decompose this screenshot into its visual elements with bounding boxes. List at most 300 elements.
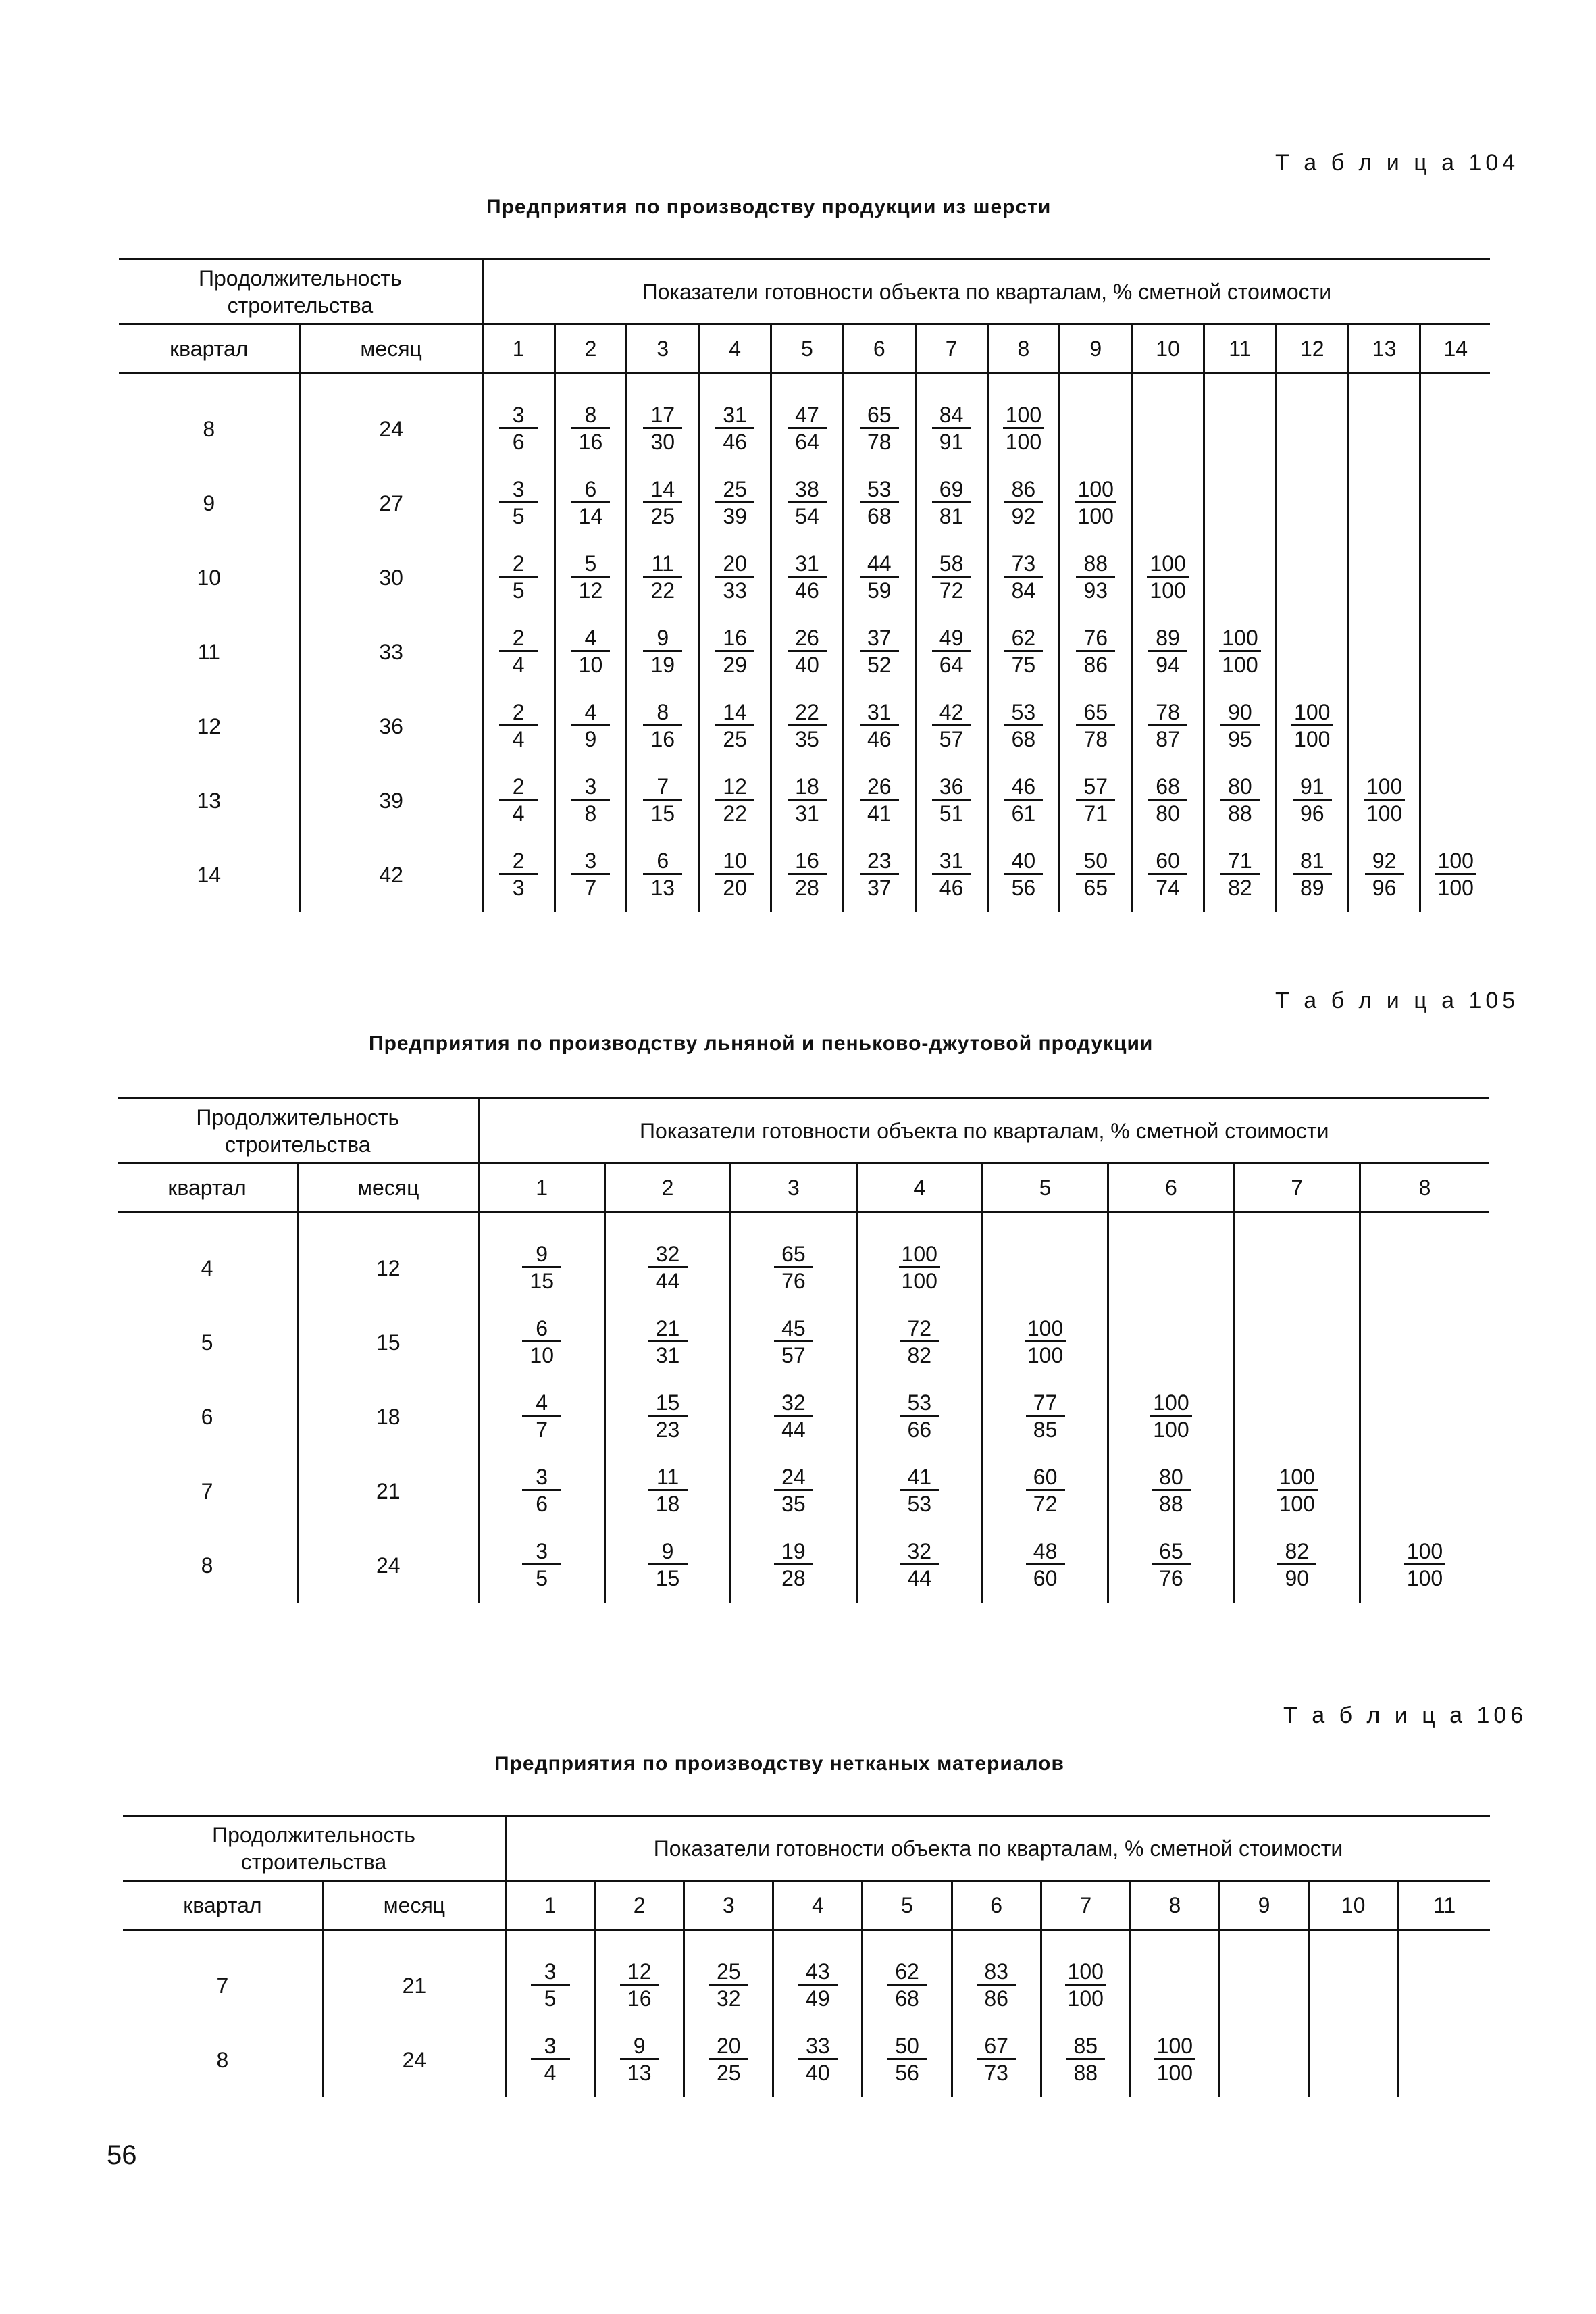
fraction-numerator: 9 <box>536 1241 548 1266</box>
fraction-numerator: 60 <box>1156 848 1180 873</box>
readiness-cell <box>863 2023 952 2097</box>
readiness-cell <box>1276 466 1348 540</box>
fraction-denominator: 53 <box>900 1489 939 1516</box>
readiness-cell <box>1348 540 1420 615</box>
readiness-cell <box>1420 615 1490 689</box>
fraction-denominator: 96 <box>1293 799 1332 826</box>
month-cell: 42 <box>300 838 482 912</box>
readiness-cell <box>555 838 627 912</box>
fraction-numerator: 32 <box>907 1538 932 1563</box>
readiness-cell <box>771 466 844 540</box>
readiness-cell <box>684 2023 773 2097</box>
readiness-cell <box>1060 689 1132 763</box>
table-106-label: Т а б л и ц а 106 <box>1283 1703 1528 1728</box>
readiness-fraction <box>1152 1465 1191 1516</box>
fraction-numerator: 100 <box>1222 625 1258 650</box>
fraction-denominator: 86 <box>1076 650 1115 677</box>
readiness-fraction <box>499 478 538 528</box>
readiness-fraction <box>900 1540 939 1590</box>
fraction-denominator: 4 <box>499 650 538 677</box>
readiness-cell <box>479 1380 604 1454</box>
readiness-fraction <box>1076 849 1115 900</box>
fraction-numerator: 24 <box>781 1464 806 1489</box>
fraction-numerator: 7 <box>657 774 669 799</box>
fraction-denominator: 93 <box>1076 576 1115 603</box>
readiness-cell <box>1276 838 1348 912</box>
fraction-denominator: 56 <box>1004 873 1043 900</box>
readiness-cell <box>555 763 627 838</box>
readiness-cell <box>1420 540 1490 615</box>
readiness-cell <box>1234 1305 1360 1380</box>
readiness-cell <box>1041 2023 1130 2097</box>
fraction-numerator: 81 <box>1299 848 1324 873</box>
fraction-numerator: 2 <box>512 774 525 799</box>
readiness-fraction <box>1220 849 1260 900</box>
table-104-label: Т а б л и ц а 104 <box>1275 150 1520 176</box>
fraction-denominator: 81 <box>932 501 971 528</box>
table-104-title: Предприятия по производству продукции из шерсти <box>486 196 1052 218</box>
month-column-header: месяц <box>323 1881 505 1930</box>
readiness-cell <box>699 374 771 467</box>
readiness-fraction <box>715 626 754 677</box>
page-number: 56 <box>107 2140 137 2170</box>
fraction-denominator: 88 <box>1152 1489 1191 1516</box>
table-row <box>119 615 1490 689</box>
readiness-cell <box>699 838 771 912</box>
readiness-fraction <box>1152 1540 1191 1590</box>
quarter-number-header: 2 <box>604 1163 730 1213</box>
readiness-fraction <box>648 1465 688 1516</box>
table-105-title: Предприятия по производству льняной и пеньково-джутовой продукции <box>369 1032 1154 1055</box>
readiness-fraction <box>715 701 754 751</box>
fraction-denominator: 68 <box>860 501 899 528</box>
fraction-denominator: 41 <box>860 799 899 826</box>
readiness-cell <box>479 1454 604 1528</box>
readiness-fraction <box>1404 1540 1445 1590</box>
fraction-denominator: 71 <box>1076 799 1115 826</box>
indicator-header: Показатели готовности объекта по кварталам, % сметной стоимости <box>479 1099 1489 1163</box>
readiness-fraction <box>499 701 538 751</box>
fraction-numerator: 9 <box>657 625 669 650</box>
fraction-denominator: 60 <box>1026 1563 1065 1590</box>
fraction-numerator: 65 <box>781 1241 806 1266</box>
fraction-denominator: 87 <box>1148 724 1187 751</box>
fraction-numerator: 90 <box>1228 699 1252 724</box>
fraction-numerator: 25 <box>723 476 747 501</box>
table-105 <box>118 1097 1489 1603</box>
fraction-numerator: 100 <box>1279 1464 1315 1489</box>
fraction-denominator: 100 <box>1150 1415 1191 1442</box>
readiness-fraction <box>522 1465 561 1516</box>
fraction-denominator: 4 <box>499 799 538 826</box>
readiness-fraction <box>648 1317 688 1367</box>
quarter-cell: 8 <box>203 416 215 441</box>
readiness-cell <box>1348 615 1420 689</box>
readiness-cell <box>987 838 1060 912</box>
fraction-numerator: 89 <box>1156 625 1180 650</box>
fraction-numerator: 62 <box>895 1959 919 1984</box>
readiness-cell <box>856 1380 982 1454</box>
fraction-denominator: 14 <box>571 501 610 528</box>
fraction-denominator: 61 <box>1004 799 1043 826</box>
readiness-cell <box>856 1528 982 1603</box>
fraction-denominator: 35 <box>774 1489 813 1516</box>
fraction-numerator: 8 <box>584 402 597 427</box>
fraction-numerator: 49 <box>939 625 964 650</box>
fraction-denominator: 68 <box>887 1984 927 2011</box>
fraction-denominator: 78 <box>860 427 899 454</box>
readiness-cell <box>1060 615 1132 689</box>
fraction-numerator: 10 <box>723 848 747 873</box>
quarter-number-header: 1 <box>479 1163 604 1213</box>
readiness-fraction <box>715 552 754 603</box>
quarter-cell: 13 <box>197 788 222 813</box>
fraction-denominator: 100 <box>1219 650 1260 677</box>
fraction-denominator: 37 <box>860 873 899 900</box>
fraction-denominator: 64 <box>788 427 827 454</box>
fraction-denominator: 28 <box>788 873 827 900</box>
fraction-denominator: 15 <box>522 1266 561 1293</box>
fraction-numerator: 2 <box>512 848 525 873</box>
fraction-denominator: 68 <box>1004 724 1043 751</box>
quarter-number-header: 4 <box>856 1163 982 1213</box>
fraction-denominator: 100 <box>1025 1340 1066 1367</box>
readiness-cell <box>1276 540 1348 615</box>
readiness-fraction <box>860 849 899 900</box>
readiness-cell <box>482 689 555 763</box>
readiness-fraction <box>1220 701 1260 751</box>
table-row <box>123 2023 1490 2097</box>
readiness-cell <box>1130 2023 1219 2097</box>
readiness-cell <box>771 615 844 689</box>
fraction-numerator: 4 <box>584 625 597 650</box>
fraction-denominator: 4 <box>499 724 538 751</box>
quarter-cell: 11 <box>197 639 220 664</box>
month-cell: 21 <box>323 1930 505 2023</box>
readiness-cell <box>1348 466 1420 540</box>
readiness-cell <box>731 1528 856 1603</box>
fraction-denominator: 40 <box>788 650 827 677</box>
quarter-number-header: 11 <box>1204 324 1277 374</box>
readiness-fraction <box>1220 775 1260 826</box>
readiness-cell <box>1060 838 1132 912</box>
readiness-fraction <box>932 552 971 603</box>
readiness-cell <box>843 374 915 467</box>
fraction-denominator: 40 <box>798 2058 838 2085</box>
fraction-denominator: 7 <box>571 873 610 900</box>
fraction-numerator: 50 <box>895 2033 919 2058</box>
quarter-number-header: 7 <box>1234 1163 1360 1213</box>
fraction-denominator: 10 <box>571 650 610 677</box>
table-row <box>118 1380 1489 1454</box>
readiness-cell <box>627 689 699 763</box>
month-cell: 18 <box>298 1380 480 1454</box>
fraction-numerator: 38 <box>795 476 819 501</box>
fraction-numerator: 45 <box>781 1315 806 1340</box>
fraction-denominator: 5 <box>531 1984 570 2011</box>
fraction-numerator: 9 <box>633 2033 646 2058</box>
fraction-numerator: 33 <box>806 2033 830 2058</box>
readiness-cell <box>731 1380 856 1454</box>
readiness-cell <box>595 1930 684 2023</box>
table-row <box>119 838 1490 912</box>
readiness-cell <box>1309 1930 1398 2023</box>
readiness-fraction <box>788 403 827 454</box>
readiness-fraction <box>798 1960 838 2011</box>
fraction-denominator: 100 <box>1154 2058 1195 2085</box>
quarter-number-header: 6 <box>843 324 915 374</box>
table-row <box>118 1305 1489 1380</box>
readiness-cell <box>731 1213 856 1306</box>
fraction-numerator: 32 <box>781 1390 806 1415</box>
fraction-denominator: 51 <box>932 799 971 826</box>
readiness-fraction <box>1025 1317 1066 1367</box>
readiness-cell <box>1132 763 1204 838</box>
readiness-cell <box>479 1305 604 1380</box>
readiness-fraction <box>643 775 682 826</box>
fraction-numerator: 100 <box>1294 699 1331 724</box>
fraction-numerator: 22 <box>795 699 819 724</box>
fraction-denominator: 7 <box>522 1415 561 1442</box>
readiness-cell <box>843 763 915 838</box>
fraction-denominator: 92 <box>1004 501 1043 528</box>
fraction-denominator: 100 <box>899 1266 940 1293</box>
readiness-cell <box>555 615 627 689</box>
readiness-cell <box>627 466 699 540</box>
readiness-fraction <box>932 775 971 826</box>
readiness-fraction <box>1148 775 1187 826</box>
readiness-fraction <box>977 2034 1016 2085</box>
readiness-cell <box>699 763 771 838</box>
readiness-fraction <box>715 403 754 454</box>
readiness-cell <box>1309 2023 1398 2097</box>
quarter-cell: 12 <box>197 713 222 738</box>
fraction-numerator: 69 <box>939 476 964 501</box>
fraction-denominator: 86 <box>977 1984 1016 2011</box>
fraction-numerator: 3 <box>544 2033 557 2058</box>
readiness-cell <box>1108 1454 1234 1528</box>
fraction-denominator: 56 <box>887 2058 927 2085</box>
readiness-cell <box>1060 466 1132 540</box>
quarter-number-header: 3 <box>731 1163 856 1213</box>
fraction-denominator: 35 <box>788 724 827 751</box>
readiness-cell <box>604 1380 730 1454</box>
quarter-number-header: 14 <box>1420 324 1490 374</box>
readiness-cell <box>479 1528 604 1603</box>
readiness-cell <box>915 615 987 689</box>
readiness-cell <box>699 540 771 615</box>
indicator-header: Показатели готовности объекта по кварталам, % сметной стоимости <box>482 259 1490 324</box>
quarter-number-header: 10 <box>1309 1881 1398 1930</box>
fraction-numerator: 72 <box>907 1315 932 1340</box>
readiness-fraction <box>977 1960 1016 2011</box>
fraction-denominator: 100 <box>1065 1984 1106 2011</box>
readiness-fraction <box>774 1540 813 1590</box>
fraction-numerator: 100 <box>1067 1959 1104 1984</box>
fraction-denominator: 22 <box>715 799 754 826</box>
fraction-denominator: 90 <box>1277 1563 1316 1590</box>
quarter-column-header: квартал <box>119 324 300 374</box>
fraction-denominator: 3 <box>499 873 538 900</box>
fraction-numerator: 8 <box>657 699 669 724</box>
fraction-numerator: 62 <box>1011 625 1036 650</box>
readiness-cell <box>604 1454 730 1528</box>
readiness-cell <box>482 374 555 467</box>
fraction-numerator: 100 <box>1077 476 1114 501</box>
readiness-cell <box>952 2023 1041 2097</box>
readiness-cell <box>482 838 555 912</box>
readiness-cell <box>773 1930 863 2023</box>
month-column-header: месяц <box>300 324 482 374</box>
fraction-numerator: 31 <box>939 848 964 873</box>
quarter-number-header: 9 <box>1219 1881 1308 1930</box>
fraction-denominator: 76 <box>774 1266 813 1293</box>
fraction-denominator: 65 <box>1076 873 1115 900</box>
readiness-cell <box>771 763 844 838</box>
fraction-numerator: 3 <box>536 1464 548 1489</box>
readiness-cell <box>915 374 987 467</box>
readiness-cell <box>479 1213 604 1306</box>
fraction-denominator: 25 <box>643 501 682 528</box>
table-106-title: Предприятия по производству нетканых материалов <box>494 1753 1064 1775</box>
fraction-denominator: 88 <box>1220 799 1260 826</box>
fraction-denominator: 94 <box>1148 650 1187 677</box>
fraction-numerator: 18 <box>795 774 819 799</box>
fraction-denominator: 100 <box>1364 799 1405 826</box>
readiness-cell <box>1398 2023 1490 2097</box>
readiness-fraction <box>1026 1540 1065 1590</box>
quarter-cell: 7 <box>216 1973 229 1998</box>
fraction-numerator: 2 <box>512 699 525 724</box>
readiness-fraction <box>1004 478 1043 528</box>
readiness-cell <box>1060 374 1132 467</box>
readiness-cell <box>1360 1305 1489 1380</box>
fraction-numerator: 19 <box>781 1538 806 1563</box>
readiness-fraction <box>788 478 827 528</box>
readiness-fraction <box>774 1391 813 1442</box>
readiness-cell <box>627 540 699 615</box>
fraction-numerator: 78 <box>1156 699 1180 724</box>
fraction-numerator: 2 <box>512 625 525 650</box>
readiness-cell <box>863 1930 952 2023</box>
fraction-denominator: 25 <box>709 2058 748 2085</box>
quarter-cell: 14 <box>197 862 222 887</box>
table-row <box>119 689 1490 763</box>
readiness-fraction <box>1076 552 1115 603</box>
fraction-numerator: 41 <box>907 1464 932 1489</box>
fraction-numerator: 5 <box>584 551 597 576</box>
fraction-numerator: 3 <box>544 1959 557 1984</box>
readiness-fraction <box>1004 775 1043 826</box>
readiness-fraction <box>1148 849 1187 900</box>
readiness-cell <box>684 1930 773 2023</box>
month-cell: 30 <box>300 540 482 615</box>
readiness-cell <box>1108 1528 1234 1603</box>
fraction-denominator: 5 <box>499 501 538 528</box>
readiness-cell <box>987 689 1060 763</box>
fraction-denominator: 59 <box>860 576 899 603</box>
fraction-denominator: 88 <box>1066 2058 1105 2085</box>
fraction-denominator: 49 <box>798 1984 838 2011</box>
readiness-fraction <box>774 1465 813 1516</box>
readiness-cell <box>771 689 844 763</box>
readiness-cell <box>1204 540 1277 615</box>
readiness-cell <box>595 2023 684 2097</box>
readiness-cell <box>982 1305 1108 1380</box>
fraction-numerator: 100 <box>1437 848 1474 873</box>
readiness-cell <box>1420 689 1490 763</box>
readiness-fraction <box>1004 849 1043 900</box>
fraction-denominator: 29 <box>715 650 754 677</box>
fraction-denominator: 30 <box>643 427 682 454</box>
fraction-numerator: 3 <box>584 774 597 799</box>
fraction-denominator: 44 <box>774 1415 813 1442</box>
readiness-cell <box>482 763 555 838</box>
readiness-fraction <box>788 552 827 603</box>
fraction-denominator: 72 <box>932 576 971 603</box>
readiness-fraction <box>1293 849 1332 900</box>
readiness-cell <box>506 2023 595 2097</box>
fraction-denominator: 100 <box>1003 427 1044 454</box>
fraction-denominator: 66 <box>900 1415 939 1442</box>
fraction-numerator: 48 <box>1033 1538 1058 1563</box>
readiness-fraction <box>1004 552 1043 603</box>
quarter-number-header: 11 <box>1398 1881 1490 1930</box>
quarter-cell: 4 <box>201 1255 213 1280</box>
readiness-cell <box>915 689 987 763</box>
readiness-cell <box>982 1380 1108 1454</box>
quarter-number-header: 5 <box>863 1881 952 1930</box>
fraction-numerator: 3 <box>536 1538 548 1563</box>
fraction-numerator: 88 <box>1083 551 1108 576</box>
fraction-numerator: 100 <box>1005 402 1042 427</box>
fraction-numerator: 15 <box>655 1390 680 1415</box>
readiness-cell <box>555 689 627 763</box>
readiness-fraction <box>648 1242 688 1293</box>
quarter-number-header: 5 <box>982 1163 1108 1213</box>
fraction-denominator: 57 <box>774 1340 813 1367</box>
readiness-fraction <box>1148 701 1187 751</box>
readiness-fraction <box>1076 775 1115 826</box>
fraction-numerator: 84 <box>939 402 964 427</box>
readiness-cell <box>1132 615 1204 689</box>
readiness-cell <box>1234 1213 1360 1306</box>
readiness-fraction <box>1003 403 1044 454</box>
fraction-numerator: 91 <box>1299 774 1324 799</box>
fraction-numerator: 77 <box>1033 1390 1058 1415</box>
fraction-numerator: 4 <box>536 1390 548 1415</box>
readiness-fraction <box>774 1242 813 1293</box>
readiness-fraction <box>1277 1465 1318 1516</box>
readiness-cell <box>1219 2023 1308 2097</box>
fraction-numerator: 6 <box>536 1315 548 1340</box>
fraction-denominator: 46 <box>788 576 827 603</box>
fraction-denominator: 74 <box>1148 873 1187 900</box>
readiness-fraction <box>788 775 827 826</box>
fraction-numerator: 65 <box>1083 699 1108 724</box>
table-106 <box>123 1815 1490 2097</box>
readiness-cell <box>1060 763 1132 838</box>
quarter-number-header: 2 <box>555 324 627 374</box>
table-row <box>119 466 1490 540</box>
readiness-cell <box>987 763 1060 838</box>
fraction-denominator: 54 <box>788 501 827 528</box>
readiness-fraction <box>1150 1391 1191 1442</box>
fraction-numerator: 92 <box>1372 848 1397 873</box>
readiness-cell <box>843 615 915 689</box>
readiness-fraction <box>900 1317 939 1367</box>
quarter-number-header: 13 <box>1348 324 1420 374</box>
